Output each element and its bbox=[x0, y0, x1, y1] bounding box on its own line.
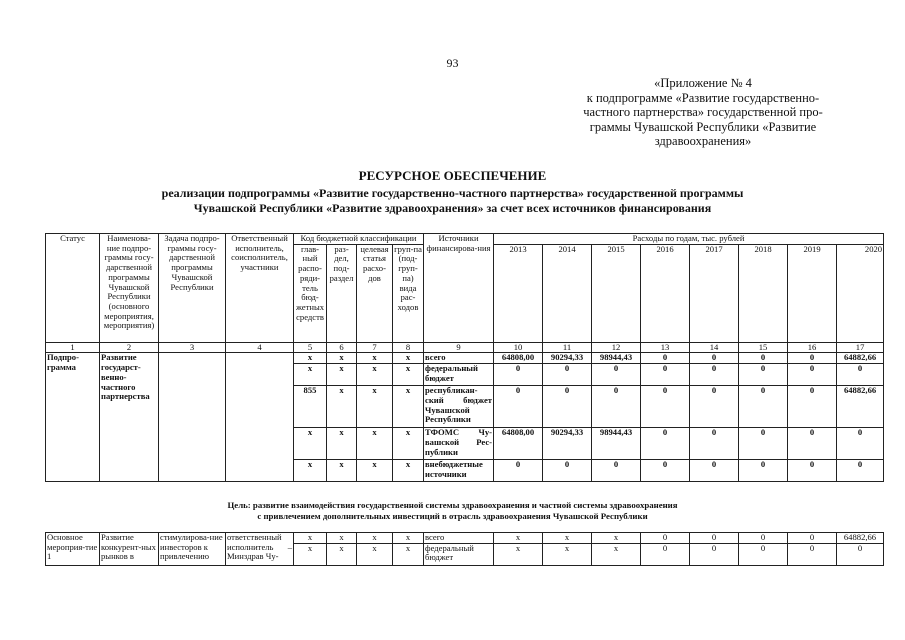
cell-group: х bbox=[393, 533, 424, 544]
cell-value: х bbox=[543, 533, 592, 544]
cell-value: 0 bbox=[494, 386, 543, 428]
cell-value: 98944,43 bbox=[592, 353, 641, 364]
header-year: 2015 bbox=[592, 244, 641, 342]
header-target: целевая статья расхо-дов bbox=[357, 244, 393, 342]
cell-section: х bbox=[327, 428, 357, 460]
cell-section: х bbox=[327, 543, 357, 565]
subtitle-line: реализации подпрограммы «Развитие государственно-частного партнерства» государственной программы bbox=[161, 186, 744, 200]
header-budget-code: Код бюджетной классификации bbox=[294, 234, 424, 245]
cell-value: 0 bbox=[739, 364, 788, 386]
cell-target: х bbox=[357, 386, 393, 428]
column-number: 16 bbox=[788, 342, 837, 353]
cell-value: 0 bbox=[690, 353, 739, 364]
column-number: 14 bbox=[690, 342, 739, 353]
goal-line: Цель: развитие взаимодействия государственной системы здравоохранения и частной системы здравоохранения bbox=[227, 500, 678, 510]
header-year: 2019 bbox=[788, 244, 837, 342]
goal-line: с привлечением дополнительных инвестиций в отрасль здравоохранения Чувашской Республики bbox=[257, 511, 648, 521]
table-row bbox=[46, 533, 884, 544]
table-row bbox=[46, 353, 884, 364]
cell-value: 0 bbox=[690, 543, 739, 565]
cell-source: внебюджетные источники bbox=[424, 460, 494, 482]
header-year: 2014 bbox=[543, 244, 592, 342]
header-year: 2017 bbox=[690, 244, 739, 342]
cell-target: х bbox=[357, 533, 393, 544]
cell-group: х bbox=[393, 460, 424, 482]
column-number: 10 bbox=[494, 342, 543, 353]
cell-value: 0 bbox=[739, 353, 788, 364]
cell-value: 0 bbox=[641, 428, 690, 460]
cell-value: 0 bbox=[690, 533, 739, 544]
cell-value: 0 bbox=[739, 386, 788, 428]
cell-grbs: х bbox=[294, 364, 327, 386]
column-number: 4 bbox=[226, 342, 294, 353]
main-activity-table bbox=[45, 532, 884, 566]
header-year: 2018 bbox=[739, 244, 788, 342]
cell-value: 64882,66 bbox=[837, 353, 884, 364]
header-grbs: глав-ный распо-ряди-тель бюд-жетных средств bbox=[294, 244, 327, 342]
page-number: 93 bbox=[446, 56, 459, 70]
cell-value: 0 bbox=[494, 460, 543, 482]
cell-target: х bbox=[357, 353, 393, 364]
cell-group: х bbox=[393, 364, 424, 386]
header-status: Статус bbox=[46, 234, 100, 343]
appendix-line: частного партнерства» государственной про- bbox=[583, 105, 823, 120]
cell-section: х bbox=[327, 386, 357, 428]
cell-source: федеральный бюджет bbox=[424, 364, 494, 386]
cell-grbs: х bbox=[294, 543, 327, 565]
cell-target: х bbox=[357, 428, 393, 460]
cell-value: 64808,00 bbox=[494, 428, 543, 460]
column-number: 6 bbox=[327, 342, 357, 353]
subprogram-status: Подпро-грамма bbox=[46, 353, 100, 482]
cell-value: 0 bbox=[641, 543, 690, 565]
cell-section: х bbox=[327, 460, 357, 482]
cell-value: 64808,00 bbox=[494, 353, 543, 364]
cell-grbs: 855 bbox=[294, 386, 327, 428]
header-expenses: Расходы по годам, тыс. рублей bbox=[494, 234, 884, 245]
header-year: 2020 bbox=[837, 244, 884, 342]
cell-target: х bbox=[357, 543, 393, 565]
cell-value: 0 bbox=[690, 386, 739, 428]
cell-value: 0 bbox=[788, 428, 837, 460]
cell-grbs: х bbox=[294, 353, 327, 364]
cell-grbs: х bbox=[294, 533, 327, 544]
cell-source: республикан-ский бюджет Чувашской Республики bbox=[424, 386, 494, 428]
cell-target: х bbox=[357, 460, 393, 482]
cell-source: всего bbox=[424, 353, 494, 364]
cell-value: х bbox=[543, 543, 592, 565]
activity-task: стимулирова-ние инвесторов к привлечению bbox=[159, 533, 226, 566]
cell-value: х bbox=[494, 533, 543, 544]
column-number-row bbox=[46, 342, 884, 353]
cell-value: 0 bbox=[641, 364, 690, 386]
column-number: 11 bbox=[543, 342, 592, 353]
cell-value: 0 bbox=[837, 460, 884, 482]
cell-value: 0 bbox=[641, 460, 690, 482]
appendix-note bbox=[548, 76, 858, 149]
cell-value: 64882,66 bbox=[837, 386, 884, 428]
header-section: раз-дел, под-раздел bbox=[327, 244, 357, 342]
cell-value: 0 bbox=[690, 428, 739, 460]
cell-section: х bbox=[327, 364, 357, 386]
document-subtitle bbox=[60, 186, 845, 215]
cell-value: 0 bbox=[494, 364, 543, 386]
cell-value: 0 bbox=[788, 386, 837, 428]
cell-value: 0 bbox=[690, 460, 739, 482]
cell-value: 0 bbox=[788, 543, 837, 565]
column-number: 5 bbox=[294, 342, 327, 353]
cell-value: 0 bbox=[739, 533, 788, 544]
cell-value: х bbox=[494, 543, 543, 565]
cell-group: х bbox=[393, 543, 424, 565]
column-number: 13 bbox=[641, 342, 690, 353]
header-year: 2013 bbox=[494, 244, 543, 342]
cell-value: 0 bbox=[788, 364, 837, 386]
cell-value: 90294,33 bbox=[543, 428, 592, 460]
goal-statement bbox=[60, 500, 845, 522]
activity-status: Основное мероприя-тие 1 bbox=[46, 533, 100, 566]
cell-value: 0 bbox=[592, 460, 641, 482]
cell-group: х bbox=[393, 386, 424, 428]
column-number: 2 bbox=[100, 342, 159, 353]
cell-value: 0 bbox=[592, 386, 641, 428]
cell-value: 0 bbox=[837, 428, 884, 460]
activity-responsible: ответственный исполнитель – Минздрав Чу- bbox=[226, 533, 294, 566]
column-number: 3 bbox=[159, 342, 226, 353]
cell-value: 0 bbox=[543, 460, 592, 482]
column-number: 7 bbox=[357, 342, 393, 353]
cell-value: 0 bbox=[788, 533, 837, 544]
cell-target: х bbox=[357, 364, 393, 386]
cell-value: 0 bbox=[788, 353, 837, 364]
cell-value: 0 bbox=[592, 364, 641, 386]
cell-source: всего bbox=[424, 533, 494, 544]
cell-value: х bbox=[592, 543, 641, 565]
cell-group: х bbox=[393, 353, 424, 364]
cell-value: 64882,66 bbox=[837, 533, 884, 544]
appendix-line: к подпрограмме «Развитие государственно- bbox=[586, 90, 820, 105]
resource-table bbox=[45, 233, 884, 482]
header-group: груп-па (под-груп-па) вида рас-ходов bbox=[393, 244, 424, 342]
cell-grbs: х bbox=[294, 460, 327, 482]
cell-value: 0 bbox=[641, 353, 690, 364]
subprogram-responsible bbox=[226, 353, 294, 482]
subprogram-name: Развитие государст-венно-частного партнерства bbox=[100, 353, 159, 482]
column-number: 15 bbox=[739, 342, 788, 353]
cell-value: 0 bbox=[690, 364, 739, 386]
cell-value: 0 bbox=[837, 364, 884, 386]
subprogram-task bbox=[159, 353, 226, 482]
activity-name: Развитие конкурент-ных рынков в bbox=[100, 533, 159, 566]
cell-value: 0 bbox=[543, 364, 592, 386]
cell-value: 0 bbox=[837, 543, 884, 565]
cell-value: 0 bbox=[739, 543, 788, 565]
cell-value: 0 bbox=[739, 428, 788, 460]
cell-source: федеральный бюджет bbox=[424, 543, 494, 565]
cell-value: 90294,33 bbox=[543, 353, 592, 364]
appendix-line: граммы Чувашской Республики «Развитие bbox=[589, 119, 817, 134]
cell-value: 0 bbox=[788, 460, 837, 482]
header-row bbox=[46, 234, 884, 245]
header-sources: Источники финансирова-ния bbox=[424, 234, 494, 343]
cell-value: 98944,43 bbox=[592, 428, 641, 460]
cell-section: х bbox=[327, 533, 357, 544]
subtitle-line: Чувашской Республики «Развитие здравоохранения» за счет всех источников финансирования bbox=[193, 200, 712, 215]
cell-value: 0 bbox=[739, 460, 788, 482]
document-title: РЕСУРСНОЕ ОБЕСПЕЧЕНИЕ bbox=[358, 168, 547, 183]
cell-section: х bbox=[327, 353, 357, 364]
cell-source: ТФОМС Чу-вашской Рес-публики bbox=[424, 428, 494, 460]
cell-value: х bbox=[592, 533, 641, 544]
appendix-line: здравоохранения» bbox=[654, 134, 752, 149]
column-number: 9 bbox=[424, 342, 494, 353]
column-number: 17 bbox=[837, 342, 884, 353]
column-number: 8 bbox=[393, 342, 424, 353]
appendix-line: «Приложение № 4 bbox=[654, 76, 752, 90]
column-number: 12 bbox=[592, 342, 641, 353]
header-name: Наименова-ние подпро-граммы госу-дарственной программы Чувашской Республики (основного мероприятия, мероприятия) bbox=[100, 234, 159, 343]
cell-value: 0 bbox=[641, 533, 690, 544]
cell-value: 0 bbox=[543, 386, 592, 428]
cell-group: х bbox=[393, 428, 424, 460]
cell-value: 0 bbox=[641, 386, 690, 428]
header-year: 2016 bbox=[641, 244, 690, 342]
header-task: Задача подпро-граммы госу-дарственной программы Чувашской Республики bbox=[159, 234, 226, 343]
header-responsible: Ответственный исполнитель, соисполнитель, участники bbox=[226, 234, 294, 343]
column-number: 1 bbox=[46, 342, 100, 353]
cell-grbs: х bbox=[294, 428, 327, 460]
